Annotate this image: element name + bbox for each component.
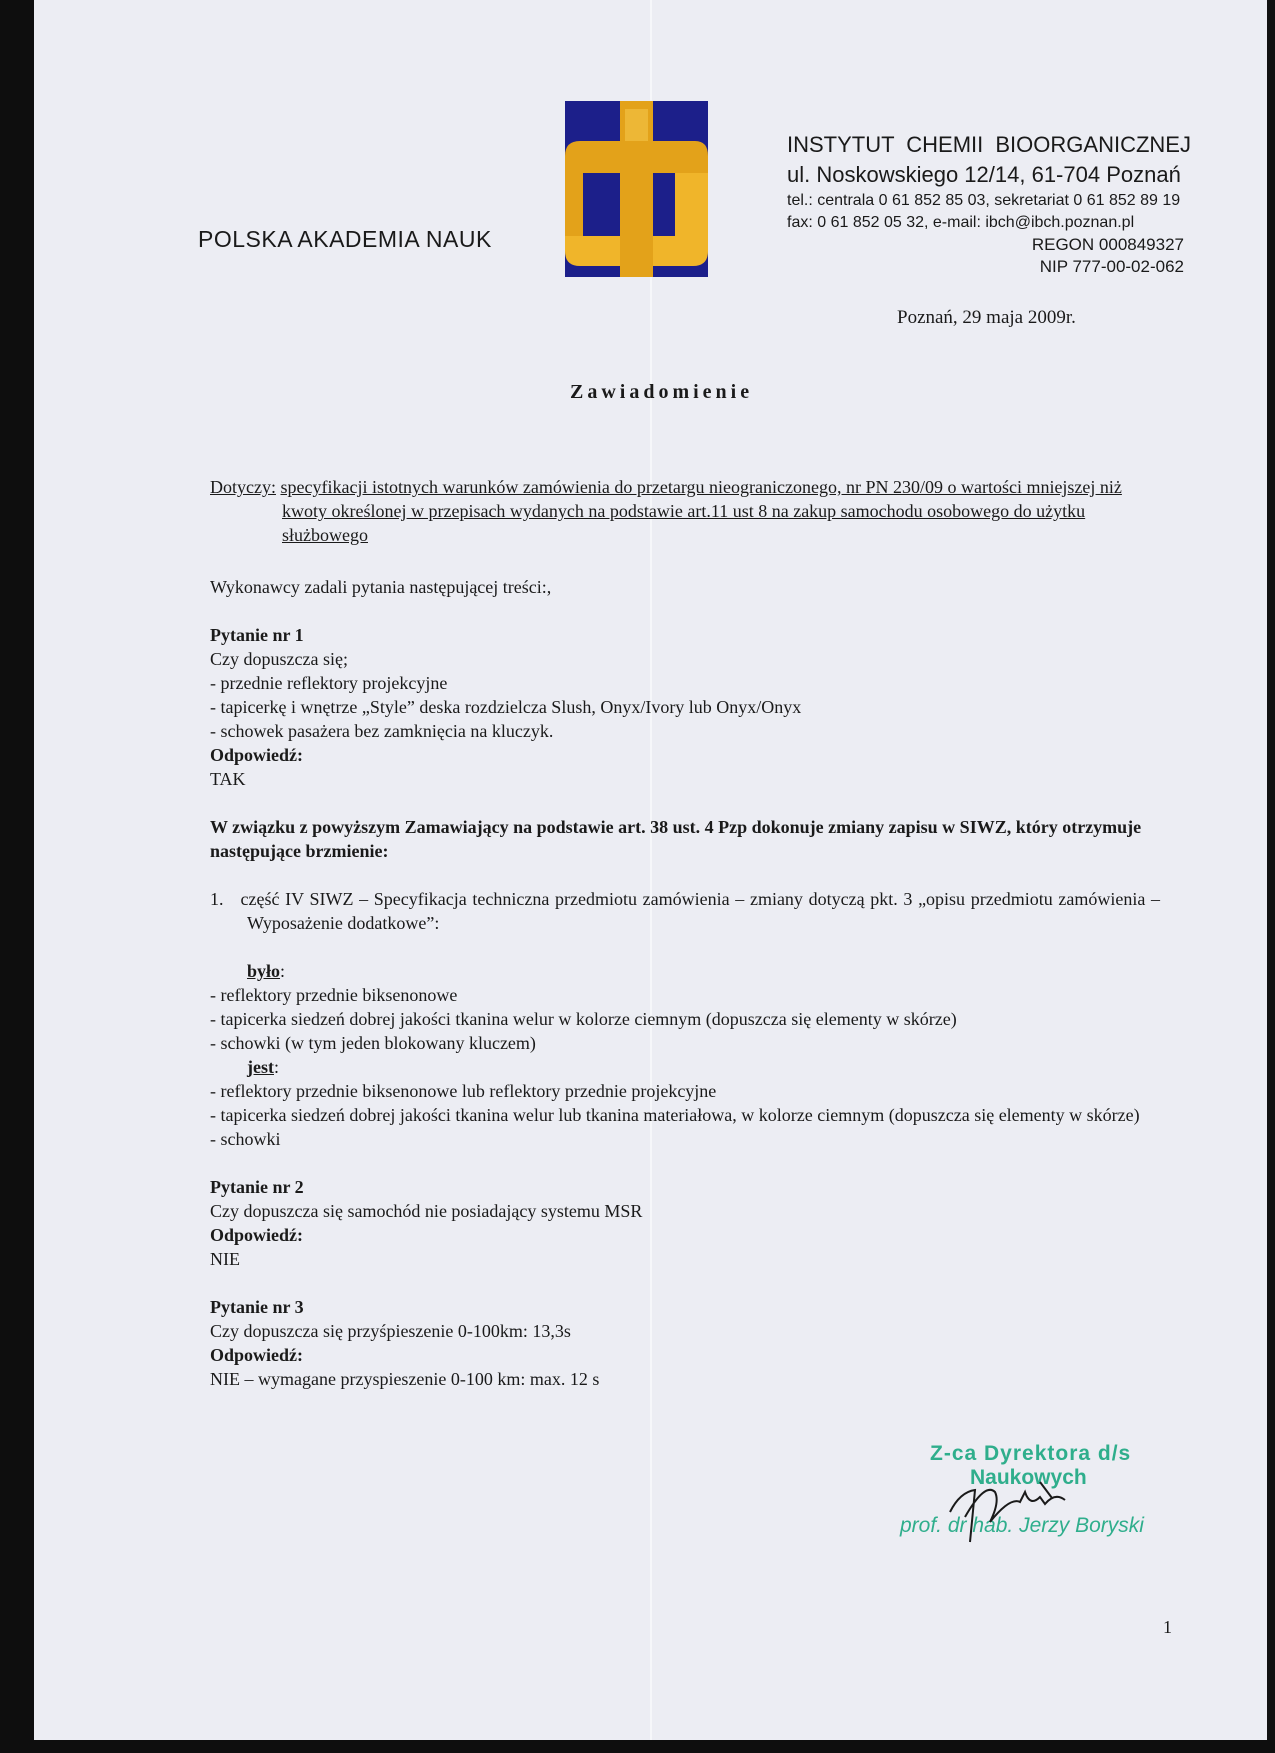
change-item-number: 1.	[210, 889, 224, 909]
was-item: - schowki (w tym jeden blokowany kluczem)	[210, 1033, 536, 1053]
subject-text: specyfikacji istotnych warunków zamówienia do przetargu nieograniczonego, nr PN 230/09 o wartości mniejszej niż kwoty określonej w przepisach wydanych na podstawie art.11 ust 8 na zakup samochodu osobowego do użytku służbowego	[280, 477, 1122, 545]
question-3-answer-label: Odpowiedź:	[210, 1345, 304, 1365]
was-section: było:	[247, 961, 286, 981]
question-1-answer: TAK	[210, 769, 246, 789]
was-item: - tapicerka siedzeń dobrej jakości tkanina welur w kolorze ciemnym (dopuszcza się elementy w skórze)	[210, 1009, 957, 1029]
institute-nip: NIP 777-00-02-062	[1039, 257, 1184, 276]
stamp-line-2: Naukowych	[970, 1466, 1087, 1489]
scan-right-edge	[1267, 0, 1275, 1753]
is-item: - schowki	[210, 1129, 281, 1149]
institute-phone: tel.: centrala 0 61 852 85 03, sekretariat 0 61 852 89 19	[787, 192, 1181, 209]
question-1-item: - schowek pasażera bez zamknięcia na kluczyk.	[210, 721, 554, 741]
question-2-text: Czy dopuszcza się samochód nie posiadający systemu MSR	[210, 1201, 643, 1221]
document-title: Zawiadomienie	[570, 381, 754, 403]
scan-left-edge	[0, 0, 34, 1753]
change-item	[210, 887, 1160, 935]
is-section: jest:	[247, 1057, 279, 1077]
institute-address: ul. Noskowskiego 12/14, 61-704 Poznań	[787, 162, 1181, 187]
institute-name: INSTYTUT CHEMII BIOORGANICZNEJ	[787, 132, 1191, 157]
question-3-text: Czy dopuszcza się przyśpieszenie 0-100km: 13,3s	[210, 1321, 571, 1341]
was-label: było	[247, 961, 281, 981]
stamp-line-1: Z-ca Dyrektora d/s	[930, 1442, 1132, 1465]
document-date: Poznań, 29 maja 2009r.	[897, 307, 1076, 328]
document-body	[210, 575, 1160, 1391]
question-1-title: Pytanie nr 1	[210, 625, 304, 645]
question-3-title: Pytanie nr 3	[210, 1297, 304, 1317]
intro-text: Wykonawcy zadali pytania następującej treści:,	[210, 577, 552, 597]
institute-fax-email: fax: 0 61 852 05 32, e-mail: ibch@ibch.poznan.pl	[787, 214, 1135, 231]
question-2-title: Pytanie nr 2	[210, 1177, 304, 1197]
handwritten-signature	[940, 1462, 1090, 1552]
question-3-answer: NIE – wymagane przyspieszenie 0-100 km: max. 12 s	[210, 1369, 600, 1389]
subject-label: Dotyczy:	[210, 477, 276, 497]
change-intro: W związku z powyższym Zamawiający na podstawie art. 38 ust. 4 Pzp dokonuje zmiany zapisu w SIWZ, który otrzymuje następujące brzmienie:	[210, 817, 1142, 861]
signature-stamp	[880, 1442, 1180, 1562]
subject-block	[210, 475, 1160, 547]
question-2-answer: NIE	[210, 1249, 240, 1269]
question-1-item: - przednie reflektory projekcyjne	[210, 673, 448, 693]
is-item: - tapicerka siedzeń dobrej jakości tkanina welur lub tkanina materiałowa, w kolorze ciemnym (dopuszcza się elementy w skórze)	[210, 1105, 1140, 1125]
stamp-line-3: prof. dr hab. Jerzy Boryski	[900, 1514, 1144, 1537]
question-1-text: Czy dopuszcza się;	[210, 649, 348, 669]
institute-logo	[565, 101, 708, 277]
institute-regon: REGON 000849327	[1031, 235, 1184, 254]
scan-bottom-edge	[0, 1740, 1275, 1753]
question-1-answer-label: Odpowiedź:	[210, 745, 304, 765]
change-item-text: część IV SIWZ – Specyfikacja techniczna przedmiotu zamówienia – zmiany dotyczą pkt. 3 „opisu przedmiotu zamówienia – Wyposażenie dodatkowe”:	[240, 889, 1160, 933]
page-number: 1	[1163, 1617, 1172, 1637]
institute-header	[787, 130, 1191, 278]
was-item: - reflektory przednie biksenonowe	[210, 985, 458, 1005]
academy-name: POLSKA AKADEMIA NAUK	[198, 226, 492, 252]
is-item: - reflektory przednie biksenonowe lub reflektory przednie projekcyjne	[210, 1081, 717, 1101]
question-2-answer-label: Odpowiedź:	[210, 1225, 304, 1245]
is-label: jest	[247, 1057, 274, 1077]
question-1-item: - tapicerkę i wnętrze „Style” deska rozdzielcza Slush, Onyx/Ivory lub Onyx/Onyx	[210, 697, 802, 717]
